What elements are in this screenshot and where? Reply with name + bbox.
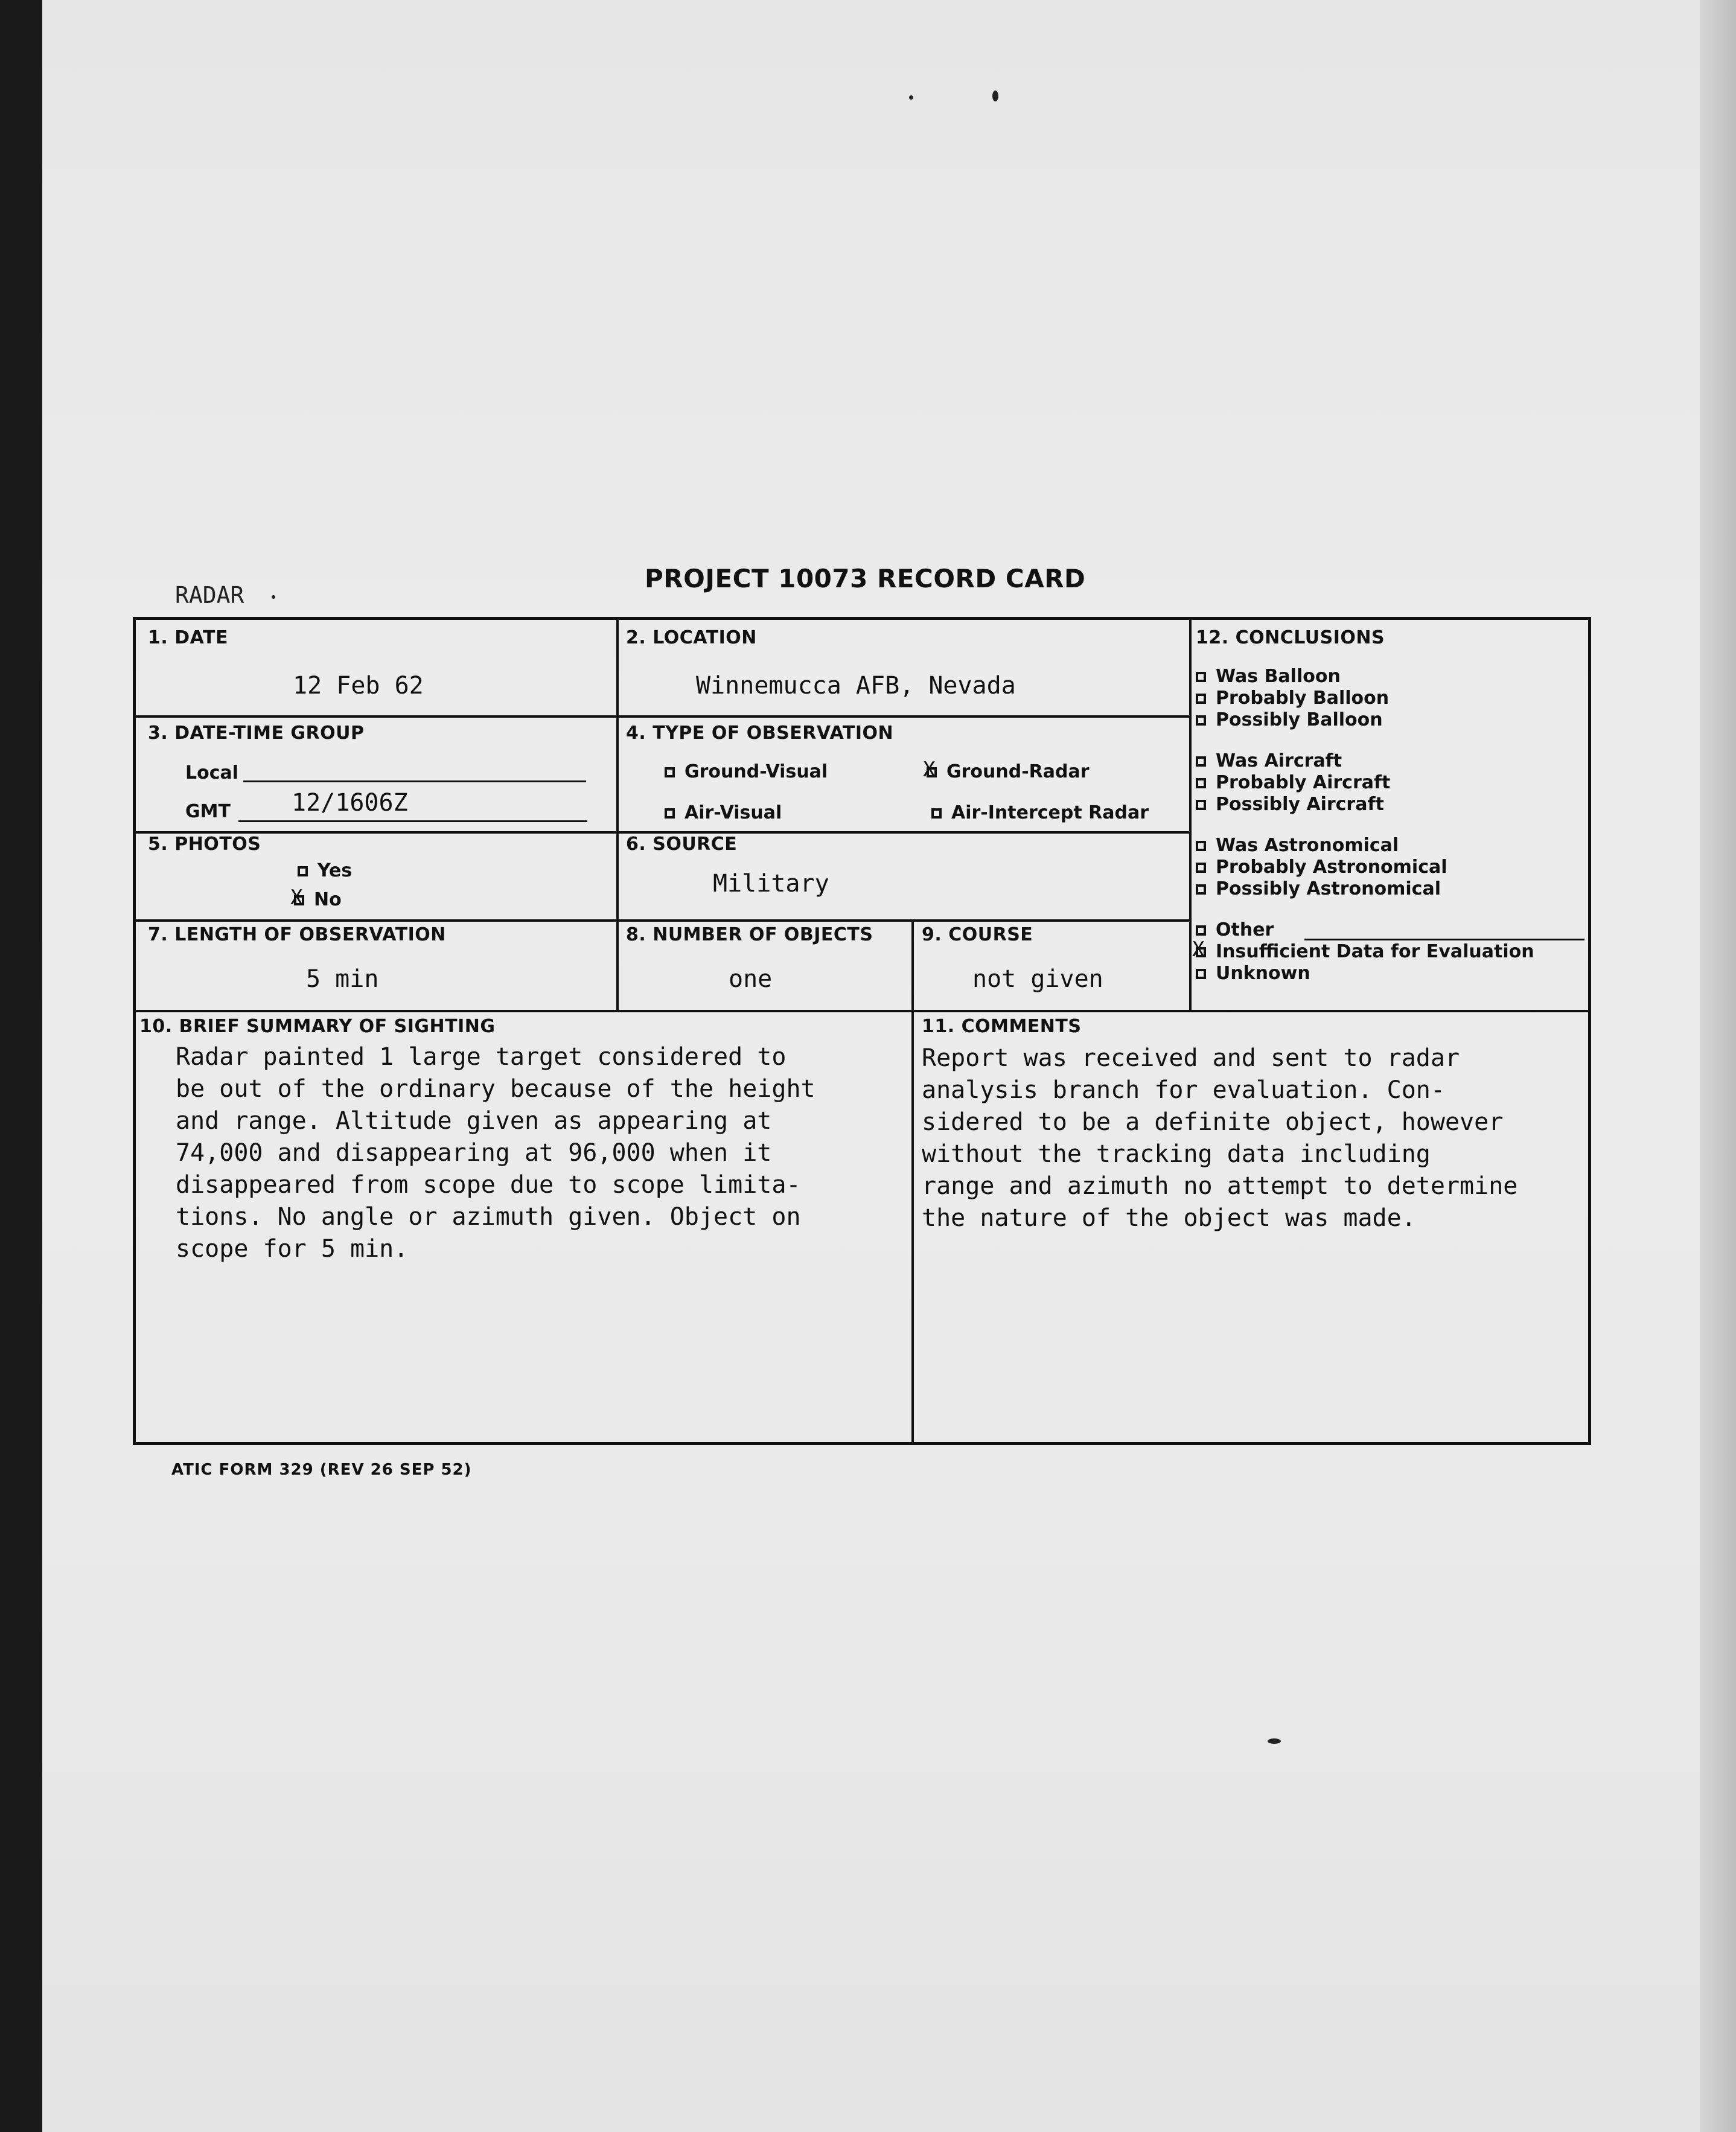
record-card [133,617,1591,1445]
conclusion-other: Other [1196,919,1274,940]
photos-option-yes: Yes [298,860,352,881]
conclusion-was-aircraft: Was Aircraft [1196,750,1342,771]
comments-line: analysis branch for evaluation. Con- [922,1076,1445,1104]
other-underline [1304,939,1584,940]
checkbox [931,808,942,819]
conclusions-label: 12. CONCLUSIONS [1196,627,1385,648]
checkbox [665,808,675,819]
number-of-objects-label: 8. NUMBER OF OBJECTS [626,924,873,945]
option-air-intercept-radar: Air-Intercept Radar [931,802,1149,823]
course-label: 9. COURSE [922,924,1033,945]
grid-line [616,620,619,1010]
summary-text [176,1041,815,1265]
conclusion-possibly-aircraft: Possibly Aircraft [1196,794,1384,815]
dust-speck [992,91,998,101]
dust-speck [909,95,913,100]
checkbox [665,767,675,777]
local-time-underline [243,780,586,782]
dust-speck [1268,1738,1281,1744]
summary-line: scope for 5 min. [176,1235,409,1263]
checkbox [298,866,308,876]
summary-line: and range. Altitude given as appearing at [176,1107,772,1135]
source-value: Military [713,870,829,898]
dust-speck [272,595,275,599]
number-of-objects-value: one [729,965,773,993]
course-value: not given [972,965,1103,993]
summary-line: be out of the ordinary because of the height [176,1075,815,1103]
comments-text [922,1042,1517,1234]
checkbox-checked [927,767,937,777]
conclusion-was-astronomical: Was Astronomical [1196,835,1399,856]
summary-line: Radar painted 1 large target considered to [176,1043,787,1071]
length-of-observation-label: 7. LENGTH OF OBSERVATION [148,924,446,945]
checkbox [1196,884,1206,895]
date-time-group-label: 3. DATE-TIME GROUP [148,723,365,744]
summary-line: tions. No angle or azimuth given. Object on [176,1203,801,1231]
comments-line: sidered to be a definite object, however [922,1108,1504,1136]
checkbox-checked [1196,947,1206,957]
conclusion-probably-astronomical: Probably Astronomical [1196,857,1447,878]
photos-option-no: XNo [294,889,342,910]
comments-label: 11. COMMENTS [922,1016,1082,1037]
checkbox [1196,778,1206,788]
date-label: 1. DATE [148,627,228,648]
option-ground-visual: Ground-Visual [665,761,828,782]
checkbox [1196,756,1206,767]
conclusion-possibly-astronomical: Possibly Astronomical [1196,878,1441,899]
grid-line [136,1010,1591,1012]
grid-line [136,715,1189,718]
conclusion-possibly-balloon: Possibly Balloon [1196,709,1383,730]
checkbox [1196,672,1206,682]
summary-line: disappeared from scope due to scope limita- [176,1171,801,1199]
comments-line: the nature of the object was made. [922,1204,1416,1232]
option-air-visual: Air-Visual [665,802,782,823]
page-edge-shadow [1700,0,1736,2132]
date-value: 12 Feb 62 [293,672,424,700]
card-title: PROJECT 10073 RECORD CARD [645,564,1086,593]
length-of-observation-value: 5 min [306,965,379,993]
comments-line: without the tracking data including [922,1140,1431,1168]
grid-line [911,919,914,1444]
corner-note: RADAR [175,582,244,608]
photos-label: 5. PHOTOS [148,834,261,855]
summary-label: 10. BRIEF SUMMARY OF SIGHTING [139,1016,496,1037]
checkbox [1196,715,1206,726]
checkbox [1196,863,1206,873]
checkbox-checked [294,895,304,905]
conclusion-was-balloon: Was Balloon [1196,666,1341,687]
checkbox [1196,969,1206,979]
conclusion-insufficient-data: XInsufficient Data for Evaluation [1196,941,1534,962]
grid-line [136,919,1189,922]
checkbox [1196,800,1206,810]
gmt-label: GMT [185,801,231,822]
conclusion-unknown: Unknown [1196,963,1310,984]
conclusion-probably-balloon: Probably Balloon [1196,688,1389,709]
local-time-label: Local [185,762,239,784]
conclusion-probably-aircraft: Probably Aircraft [1196,772,1390,793]
gmt-underline [238,820,587,822]
checkbox [1196,694,1206,704]
source-label: 6. SOURCE [626,834,738,855]
location-value: Winnemucca AFB, Nevada [696,672,1016,700]
comments-line: Report was received and sent to radar [922,1044,1460,1072]
gmt-value: 12/1606Z [292,789,408,817]
comments-line: range and azimuth no attempt to determine [922,1172,1518,1200]
summary-line: 74,000 and disappearing at 96,000 when it [176,1139,772,1167]
checkbox [1196,841,1206,851]
form-number: ATIC FORM 329 (REV 26 SEP 52) [171,1461,472,1479]
type-of-observation-label: 4. TYPE OF OBSERVATION [626,723,894,744]
option-ground-radar: X Ground-Radar [927,761,1090,782]
location-label: 2. LOCATION [626,627,757,648]
grid-line [1189,620,1192,1010]
checkbox [1196,925,1206,936]
